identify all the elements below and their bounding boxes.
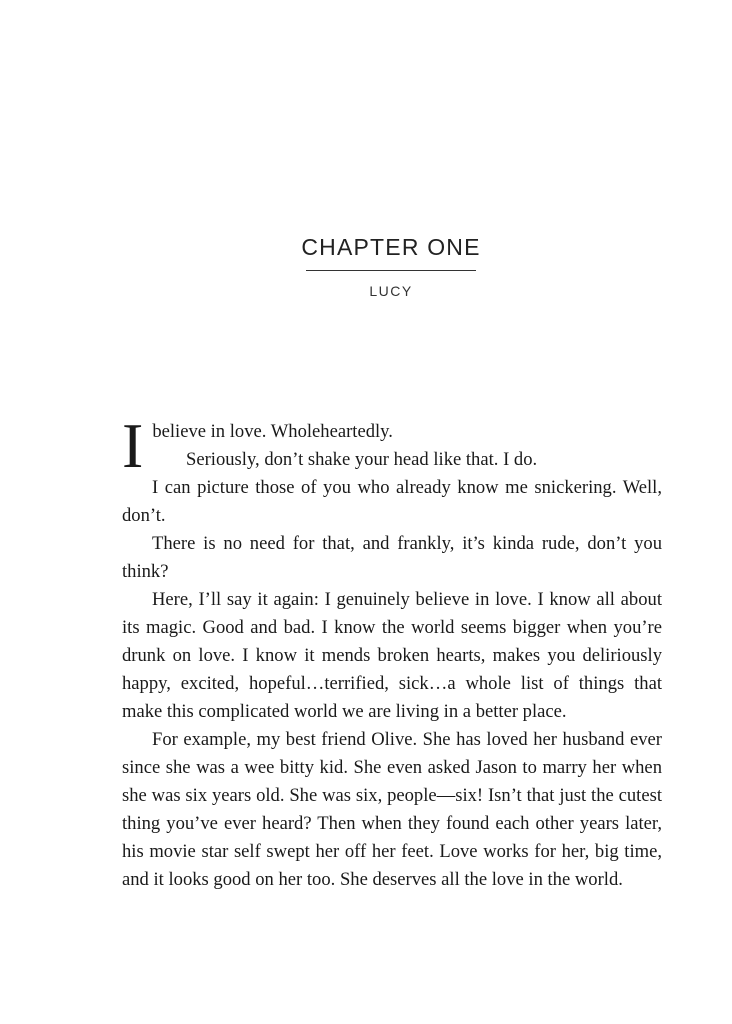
paragraph: For example, my best friend Olive. She has loved her husband ever since she was a wee bitty kid. She even asked Jason to marry her when she was six years old. She was six, people—six! Isn’t that just the cutest thing you’ve ever heard? Then when they found each other years later, his movie star self swept her off her feet. Love works for her, big time, and it looks good on her too. She deserves all the love in the world. (122, 729, 662, 890)
chapter-heading (0, 232, 732, 300)
paragraph-first-line (122, 418, 662, 446)
chapter-subtitle: LUCY (369, 283, 413, 299)
drop-cap: I (122, 410, 144, 481)
chapter-title: CHAPTER ONE (301, 234, 481, 260)
chapter-divider (306, 270, 476, 271)
paragraph: Seriously, don’t shake your head like that. I do. (186, 449, 538, 470)
first-line-text: believe in love. Wholeheartedly. (152, 421, 393, 442)
paragraph: I can picture those of you who already know me snickering. Well, don’t. (122, 477, 662, 526)
paragraph: There is no need for that, and frankly, it’s kinda rude, don’t you think? (122, 533, 662, 582)
paragraph: Here, I’ll say it again: I genuinely believe in love. I know all about its magic. Good and bad. I know the world seems bigger when you’re drunk on love. I know it mends broken hearts, makes you deliriously happy, excited, hopeful…terrified, sick…a whole list of things that make this complicated world we are living in a better place. (122, 589, 662, 722)
chapter-text (122, 410, 662, 894)
